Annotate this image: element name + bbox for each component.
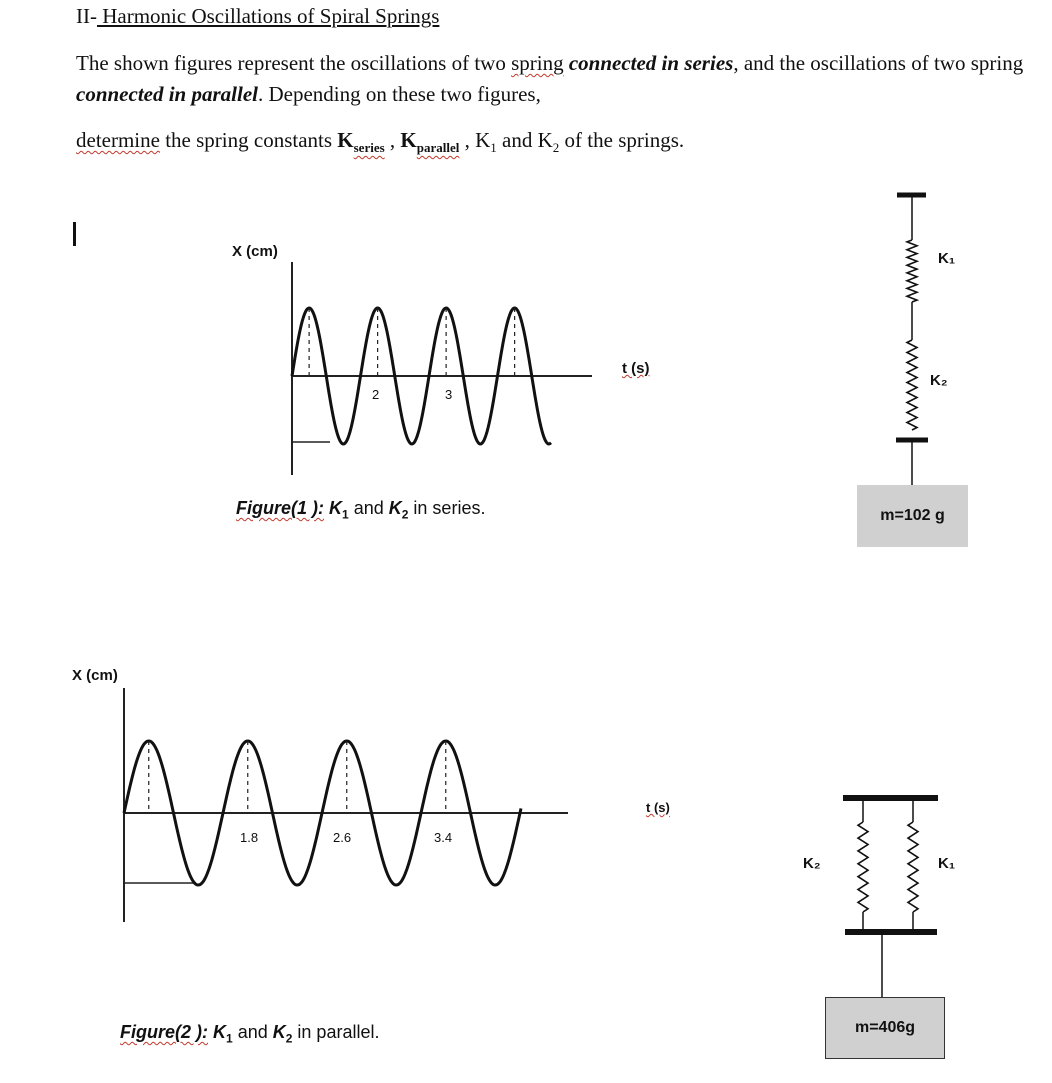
fig2-caption-k2: K (272, 1022, 286, 1042)
para-parallel: connected in parallel (76, 82, 258, 106)
fig2-spring-k2 (858, 822, 868, 912)
para-text3: . Depending on these two figures, (258, 82, 541, 106)
fig1-spring-k1-label: K₁ (938, 250, 956, 267)
fig1-caption (236, 498, 485, 522)
fig2-caption-k1: K (208, 1022, 226, 1042)
fig2-axes (124, 688, 568, 922)
para-k2: and K (496, 128, 553, 152)
fig1-period-lines (309, 308, 515, 376)
heading-title: Harmonic Oscillations of Spiral Springs (96, 4, 440, 28)
fig2-tick-3-4: 3.4 (434, 830, 453, 845)
k-parallel-sub: parallel (416, 140, 460, 156)
k-series-k: K (337, 128, 354, 152)
fig2-y-label: X (cm) (72, 667, 118, 684)
para-q2: the spring constants (159, 128, 338, 152)
fig2-caption-title: Figure(2 ): (120, 1022, 208, 1042)
fig1-caption-k2-sub: 2 (401, 507, 409, 522)
fig1-spring-k2 (907, 340, 917, 430)
para-series: connected in series (568, 51, 734, 75)
para-k2-sub: 2 (552, 140, 560, 156)
heading-number: II- (76, 4, 97, 28)
fig2-caption-k2-sub: 2 (285, 1031, 293, 1046)
fig1-caption-end: in series. (408, 498, 486, 518)
fig2-spring-k1 (908, 822, 918, 912)
para-k1-sub: 1 (490, 140, 497, 156)
fig2-parallel-springs (843, 798, 938, 997)
fig2-caption-end: in parallel. (292, 1022, 380, 1042)
para-k1: , K (459, 128, 491, 152)
fig2-period-lines (149, 741, 446, 813)
fig2-x-label: t (s) (646, 800, 670, 815)
fig1-tick-2: 2 (372, 387, 380, 402)
fig1-mass-label: m=102 g (880, 507, 945, 524)
fig2-spring-k1-label: K₁ (938, 855, 956, 872)
fig2-tick-2-6: 2.6 (333, 830, 352, 845)
k-parallel-k: K (400, 128, 417, 152)
para-q4: , (384, 128, 401, 152)
fig1-caption-k1: K (324, 498, 342, 518)
para-spring: spring (511, 51, 564, 75)
fig1-caption-k1-sub: 1 (342, 507, 349, 522)
para-determine: determine (76, 128, 160, 152)
para-q8: of the springs. (559, 128, 685, 152)
fig1-tick-3: 3 (445, 387, 453, 402)
fig2-mass (825, 997, 945, 1059)
fig2-caption-k1-sub: 1 (226, 1031, 233, 1046)
fig1-spring-k2-label: K₂ (930, 372, 948, 389)
fig2-caption-and: and (232, 1022, 273, 1042)
fig2-spring-k2-label: K₂ (803, 855, 821, 872)
fig1-x-label: t (s) (622, 360, 650, 377)
k-series-sub: series (353, 140, 385, 156)
fig1-spring-k1 (907, 240, 917, 302)
fig1-series-springs (896, 195, 928, 485)
fig2-tick-1-8: 1.8 (240, 830, 259, 845)
fig1-caption-k2: K (388, 498, 402, 518)
fig1-mass (857, 485, 968, 547)
para-text: The shown figures represent the oscillations of two (76, 51, 512, 75)
fig2-caption (120, 1022, 379, 1046)
fig1-caption-and: and (348, 498, 389, 518)
para-text2: , and the oscillations of two spring (733, 51, 1024, 75)
fig2-mass-label: m=406g (854, 1019, 916, 1036)
fig1-caption-title: Figure(1 ): (236, 498, 324, 518)
fig1-y-label: X (cm) (232, 243, 278, 260)
